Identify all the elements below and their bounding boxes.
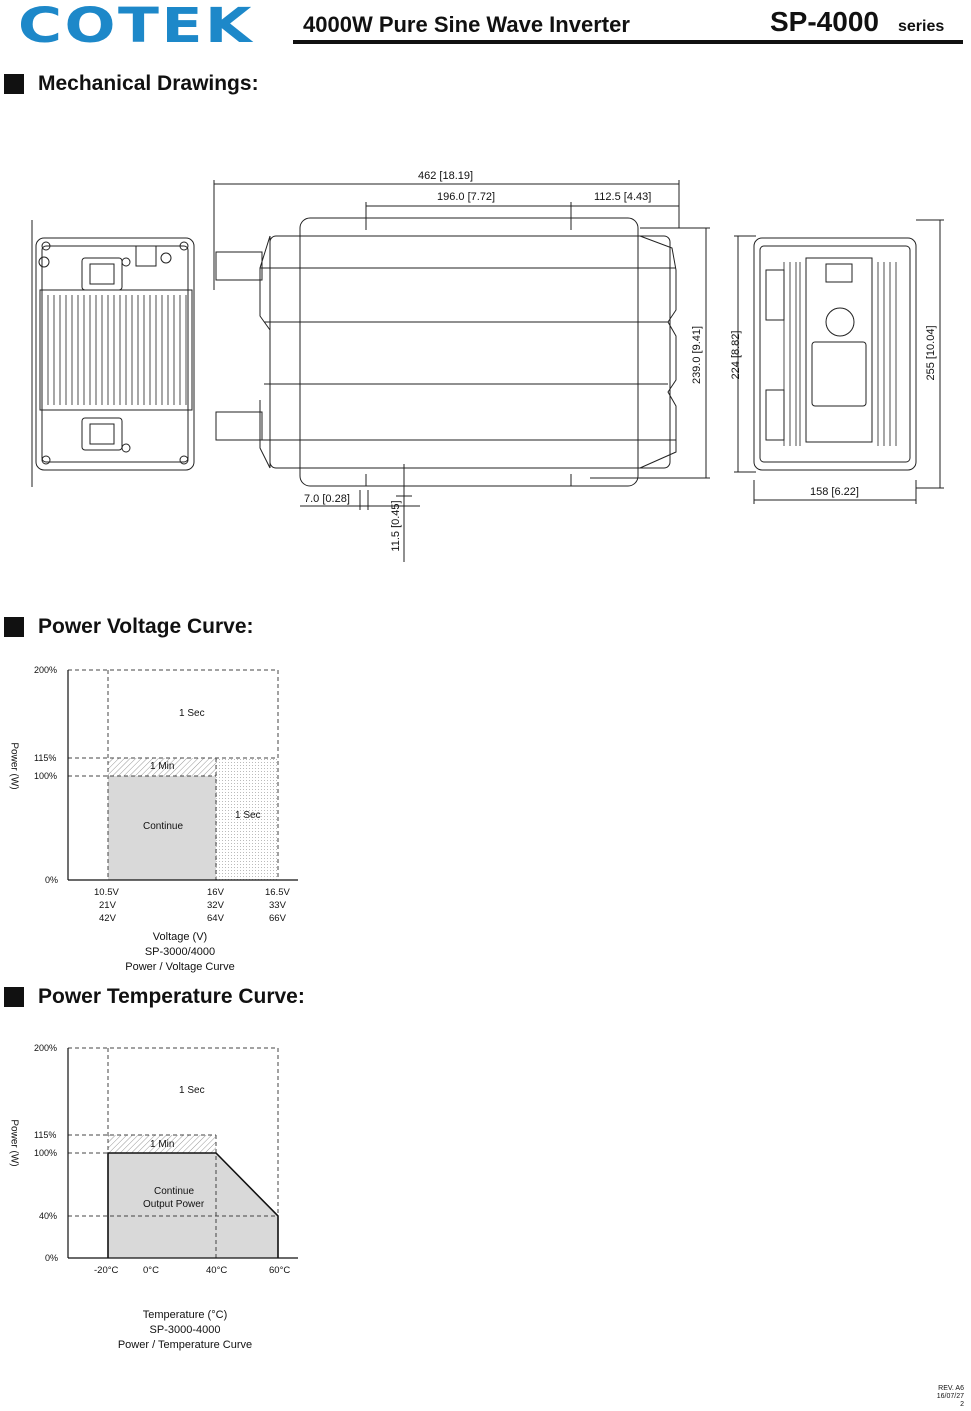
voltage-y-axis-label: Power (W) [8,742,20,790]
revision-block [936,1385,964,1409]
temperature-xtick: 60°C [269,1265,291,1276]
page-number: 2 [960,1401,964,1408]
section-bullet [4,987,24,1007]
voltage-region-right-label: 1 Sec [235,810,261,821]
voltage-region-min-label: 1 Min [150,761,175,772]
side-view [214,180,710,562]
dim-height-255: 255 [10.04] [925,325,937,381]
section-mechanical-label: Mechanical Drawings: [38,72,259,95]
product-title: 4000W Pure Sine Wave Inverter [303,12,630,37]
dim-foot-7: 7.0 [0.28] [304,493,350,505]
section-mechanical [4,72,259,96]
voltage-caption-model: SP-3000/4000 [144,946,216,958]
section-temperature-label: Power Temperature Curve: [38,985,305,1008]
section-bullet [4,617,24,637]
temperature-ytick: 100% [34,1148,58,1158]
voltage-ytick: 200% [34,665,58,675]
voltage-xtick: 33V [269,900,286,911]
voltage-xtick: 21V [99,900,116,911]
temperature-ytick: 40% [39,1211,58,1221]
model-number: SP-4000 [770,6,879,37]
temperature-region-output-label: Output Power [143,1199,205,1210]
temperature-xtick: 40°C [206,1265,228,1276]
voltage-xtick: 42V [99,913,116,924]
voltage-xtick: 32V [207,900,224,911]
voltage-xtick: 66V [269,913,286,924]
header-rule [293,40,963,44]
voltage-xtick: 16V [207,887,224,898]
section-bullet [4,74,24,94]
dim-height-224: 224 [8.82] [730,330,742,380]
temperature-caption-model: SP-3000-4000 [149,1324,221,1336]
temperature-caption [35,1308,335,1353]
temperature-region-min-label: 1 Min [150,1139,175,1150]
voltage-ytick: 115% [34,753,57,763]
voltage-caption-axis: Voltage (V) [152,931,208,943]
dim-segment-a: 196.0 [7.72] [437,191,496,203]
voltage-ytick: 100% [34,771,58,781]
revision-label: REV. A6 [938,1385,964,1392]
section-voltage [4,615,254,639]
temperature-xtick: 0°C [143,1265,159,1276]
front-view [32,220,194,487]
temperature-ytick: 200% [34,1043,58,1053]
temperature-region-continue-label: Continue [154,1186,195,1197]
dim-height-239: 239.0 [9.41] [691,325,703,385]
temperature-caption-title: Power / Temperature Curve [117,1339,253,1351]
mechanical-drawing [0,160,971,570]
brand-logo: COTEK [18,0,254,54]
section-temperature [4,985,305,1009]
voltage-region-top-label: 1 Sec [179,708,205,719]
voltage-ytick: 0% [45,875,59,885]
voltage-caption [30,930,330,975]
dim-foot-11: 11.5 [0.45] [390,500,402,552]
temperature-ytick: 115% [34,1130,57,1140]
revision-date: 16/07/27 [936,1393,964,1400]
temperature-xtick: -20°C [94,1265,119,1276]
voltage-xtick: 16.5V [265,887,290,898]
temperature-caption-axis: Temperature (°C) [142,1309,228,1321]
temperature-y-axis-label: Power (W) [8,1119,20,1167]
voltage-xtick: 10.5V [94,887,119,898]
voltage-region-continue-label: Continue [143,821,184,832]
temperature-ytick: 0% [45,1253,59,1263]
voltage-xtick: 64V [207,913,224,924]
dim-overall-length: 462 [18.19] [418,170,474,182]
dim-segment-b: 112.5 [4.43] [594,191,652,203]
dim-width-158: 158 [6.22] [810,486,859,498]
model-suffix: series [898,18,945,35]
voltage-caption-title: Power / Voltage Curve [125,961,235,973]
section-voltage-label: Power Voltage Curve: [38,615,254,638]
temperature-region-top-label: 1 Sec [179,1085,205,1096]
end-view [734,220,944,504]
